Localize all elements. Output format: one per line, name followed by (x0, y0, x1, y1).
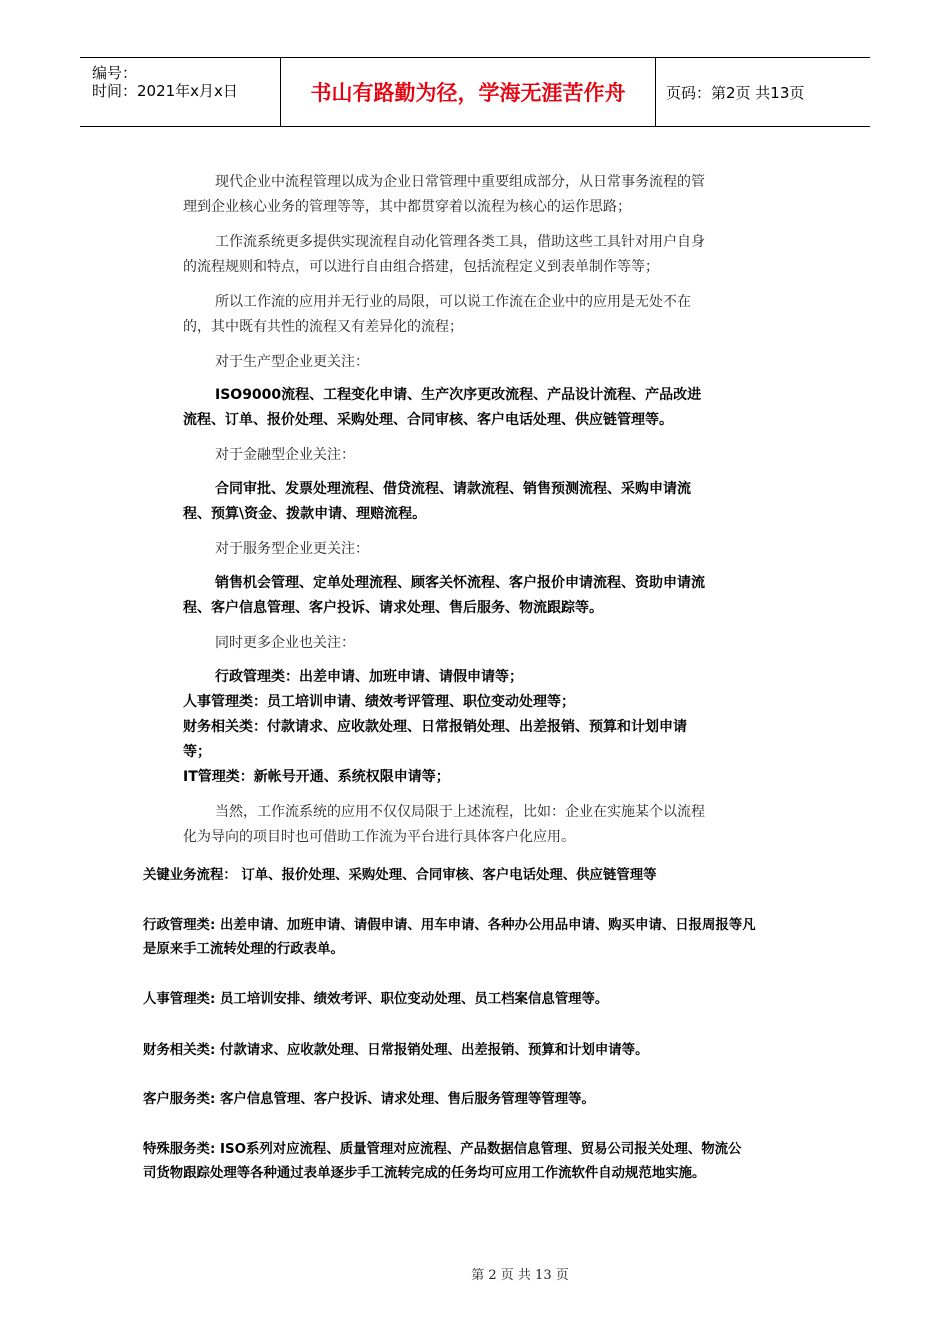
intro-p3-line1: 所以工作流的应用并无行业的局限，可以说工作流在企业中的应用是无处不在 (215, 294, 691, 310)
header-page-cell (656, 58, 870, 126)
intro-p2-line2: 的流程规则和特点，可以进行自由组合搭建，包括流程定义到表单制作等等； (183, 259, 659, 275)
service-line2: 程、客户信息管理、客户投诉、请求处理、售后服务、物流跟踪等。 (183, 600, 603, 616)
section-special-line2: 司货物跟踪处理等各种通过表单逐步手工流转完成的任务均可应用工作流软件自动规范地实施。 (143, 1166, 706, 1181)
production-heading: 对于生产型企业更关注： (215, 354, 369, 370)
more-finance-line1: 财务相关类：付款请求、应收款处理、日常报销处理、出差报销、预算和计划申请 (183, 719, 687, 735)
section-customer: 客户服务类: 客户信息管理、客户投诉、请求处理、售后服务管理等管理等。 (143, 1092, 595, 1107)
finance-line1: 合同审批、发票处理流程、借贷流程、请款流程、销售预测流程、采购申请流 (215, 481, 691, 497)
finance-heading: 对于金融型企业关注： (215, 447, 355, 463)
closing-line1: 当然，工作流系统的应用不仅仅局限于上述流程，比如：企业在实施某个以流程 (215, 804, 705, 820)
more-hr: 人事管理类：员工培训申请、绩效考评管理、职位变动处理等； (183, 694, 575, 710)
intro-p1-line1: 现代企业中流程管理以成为企业日常管理中重要组成部分，从日常事务流程的管 (215, 174, 705, 190)
closing-line2: 化为导向的项目时也可借助工作流为平台进行具体客户化应用。 (183, 829, 575, 845)
section-finance: 财务相关类: 付款请求、应收款处理、日常报销处理、出差报销、预算和计划申请等。 (143, 1043, 649, 1058)
header-motto-cell (281, 58, 656, 126)
section-hr: 人事管理类: 员工培训安排、绩效考评、职位变动处理、员工档案信息管理等。 (143, 992, 609, 1007)
document-number-label: 编号： (92, 64, 138, 82)
service-line1: 销售机会管理、定单处理流程、顾客关怀流程、客户报价申请流程、资助申请流 (215, 575, 705, 591)
intro-p1-line2: 理到企业核心业务的管理等等，其中都贯穿着以流程为核心的运作思路； (183, 199, 631, 215)
finance-line2: 程、预算\资金、拨款申请、理赔流程。 (183, 506, 427, 522)
more-finance-line2: 等； (183, 744, 211, 760)
service-heading: 对于服务型企业更关注： (215, 541, 369, 557)
header-page-code: 页码：第2页 共13页 (666, 84, 805, 102)
production-line1: ISO9000流程、工程变化申请、生产次序更改流程、产品设计流程、产品改进 (215, 387, 702, 403)
page-header (80, 57, 870, 127)
section-admin-line1: 行政管理类: 出差申请、加班申请、请假申请、用车申请、各种办公用品申请、购买申请、日报周报等凡 (143, 918, 756, 933)
document-time-label: 时间：2021年x月x日 (92, 82, 238, 100)
section-key-processes: 关键业务流程： 订单、报价处理、采购处理、合同审核、客户电话处理、供应链管理等 (143, 868, 657, 883)
intro-p3-line2: 的，其中既有共性的流程又有差异化的流程； (183, 319, 463, 335)
production-line2: 流程、订单、报价处理、采购处理、合同审核、客户电话处理、供应链管理等。 (183, 412, 673, 428)
intro-p2-line1: 工作流系统更多提供实现流程自动化管理各类工具，借助这些工具针对用户自身 (215, 234, 705, 250)
more-it: IT管理类：新帐号开通、系统权限申请等； (183, 769, 450, 785)
more-heading: 同时更多企业也关注： (215, 635, 355, 651)
header-meta-cell (80, 58, 281, 126)
header-motto: 书山有路勤为径，学海无涯苦作舟 (310, 81, 626, 105)
page-footer: 第 2 页 共 13 页 (471, 1268, 569, 1283)
section-admin-line2: 是原来手工流转处理的行政表单。 (143, 942, 344, 957)
section-special-line1: 特殊服务类: ISO系列对应流程、质量管理对应流程、产品数据信息管理、贸易公司报关处理、物流公 (143, 1142, 742, 1157)
more-admin: 行政管理类：出差申请、加班申请、请假申请等； (215, 669, 523, 685)
